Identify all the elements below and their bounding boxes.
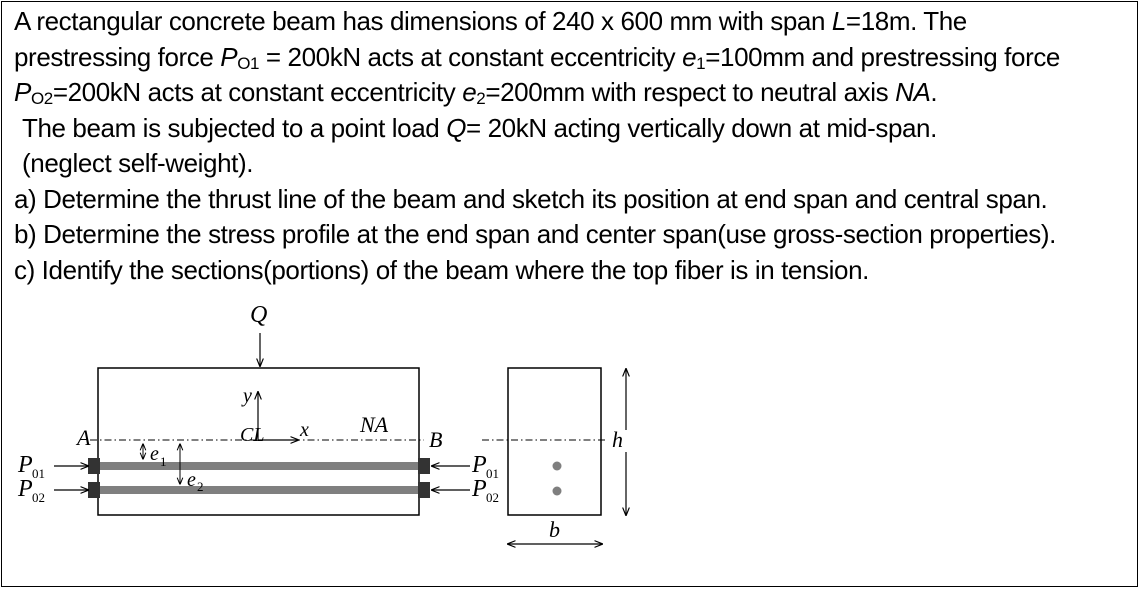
force-subscript: O2 bbox=[30, 89, 53, 108]
e1-label: e bbox=[150, 443, 159, 465]
centerline-label: CL bbox=[240, 424, 265, 446]
force-symbol: P bbox=[220, 41, 238, 72]
anchor-left-2 bbox=[88, 482, 100, 498]
eccentricity-subscript: 2 bbox=[476, 89, 486, 108]
text-run: prestressing force bbox=[14, 41, 221, 72]
support-a-label: A bbox=[77, 425, 91, 450]
width-label: b bbox=[549, 517, 560, 542]
force-p02-left-label: P bbox=[18, 476, 33, 502]
force-p01-right-label: P bbox=[472, 452, 487, 478]
neutral-axis-symbol: NA bbox=[895, 77, 931, 107]
text-run: =200kN acts at constant eccentricity bbox=[52, 77, 463, 107]
force-p02-left-subscript: 02 bbox=[32, 490, 45, 505]
eccentricity-symbol: e bbox=[462, 77, 477, 107]
span-symbol: L bbox=[831, 6, 846, 36]
tendon-2 bbox=[98, 486, 419, 494]
tendon-2-section-dot bbox=[553, 487, 562, 496]
e2-label: e bbox=[187, 469, 196, 491]
text-run: . bbox=[930, 77, 938, 107]
x-axis-label: x bbox=[300, 419, 309, 441]
text-run: A rectangular concrete beam has dimensions of 240 x 600 mm with span bbox=[14, 6, 832, 36]
eccentricity-subscript: 1 bbox=[696, 53, 706, 73]
eccentricity-symbol: e bbox=[682, 41, 697, 72]
e1-subscript: 1 bbox=[160, 454, 167, 469]
tendon-1 bbox=[98, 462, 419, 470]
text-run: =200mm with respect to neutral axis bbox=[485, 77, 896, 107]
question-c: c) Identify the sections(portions) of the beam where the top fiber is in tension. bbox=[14, 254, 869, 285]
neutral-axis-label: NA bbox=[360, 412, 389, 437]
force-subscript: O1 bbox=[237, 53, 260, 73]
problem-line-5: (neglect self-weight). bbox=[22, 148, 254, 178]
anchor-right-2 bbox=[418, 482, 430, 498]
force-symbol: P bbox=[14, 77, 31, 107]
question-a: a) Determine the thrust line of the beam and sketch its position at end span and central span. bbox=[14, 183, 1048, 214]
text-run: =18m. The bbox=[845, 6, 967, 36]
force-p02-right-label: P bbox=[472, 476, 487, 502]
anchor-left-1 bbox=[88, 458, 100, 474]
question-b: b) Determine the stress profile at the end span and center span(use gross-section properties). bbox=[14, 219, 1056, 249]
load-symbol: Q bbox=[446, 112, 467, 143]
anchor-right-1 bbox=[418, 458, 430, 474]
force-p01-left-label: P bbox=[18, 452, 33, 478]
e2-subscript: 2 bbox=[197, 479, 204, 494]
tendon-1-section-dot bbox=[553, 462, 562, 471]
force-p02-right-subscript: 02 bbox=[486, 490, 499, 505]
text-run: =100mm and prestressing force bbox=[705, 41, 1060, 72]
y-axis-label: y bbox=[243, 385, 252, 407]
text-run: The beam is subjected to a point load bbox=[22, 112, 447, 143]
force-p01-left-subscript: 01 bbox=[32, 466, 45, 481]
force-p01-right-subscript: 01 bbox=[486, 466, 499, 481]
load-label: Q bbox=[250, 302, 268, 328]
height-label: h bbox=[612, 427, 623, 452]
support-b-label: B bbox=[429, 427, 443, 452]
text-run: = 200kN acts at constant eccentricity bbox=[259, 41, 683, 72]
text-run: = 20kN acting vertically down at mid-span. bbox=[466, 112, 937, 143]
